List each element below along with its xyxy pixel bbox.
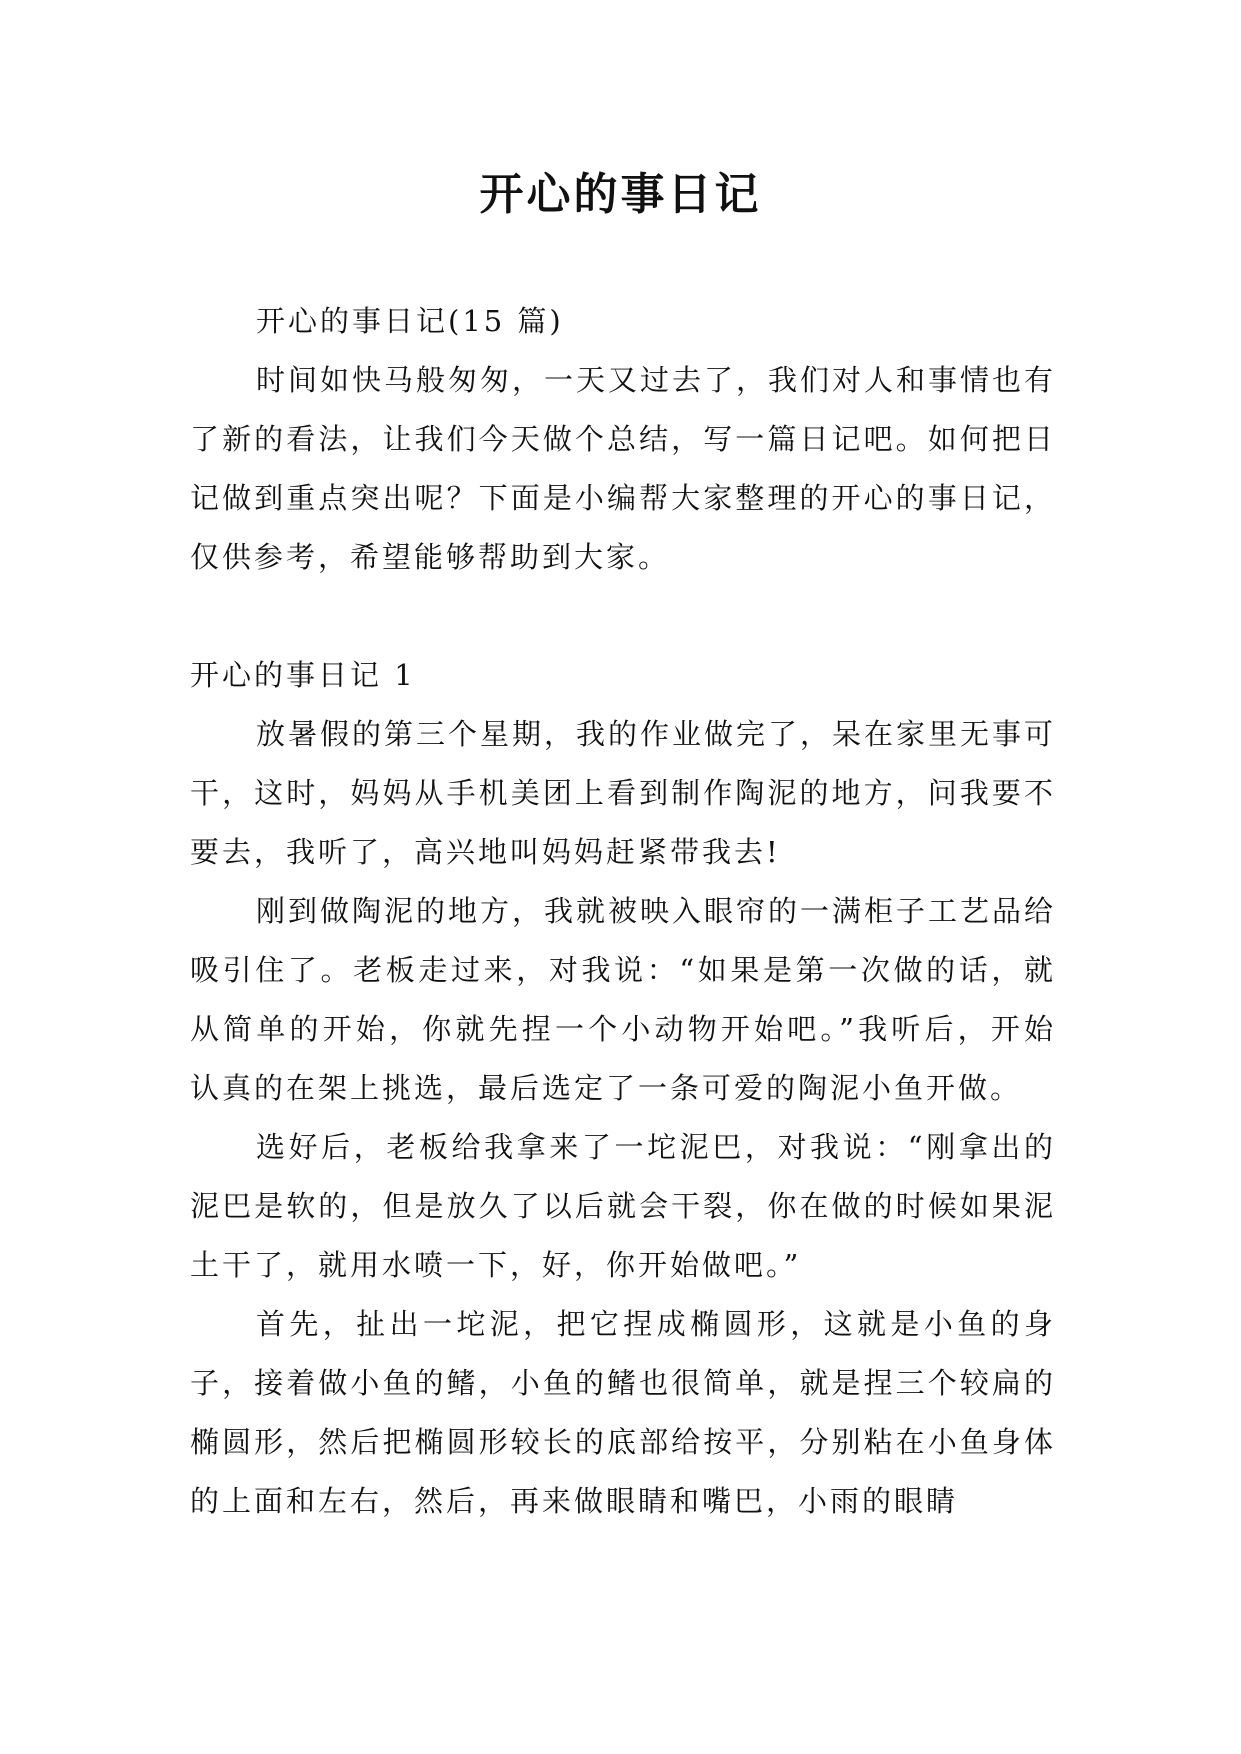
body-paragraph: 首先，扯出一坨泥，把它捏成椭圆形，这就是小鱼的身子，接着做小鱼的鳍，小鱼的鳍也很简单，就是捏三个较扁的椭圆形，然后把椭圆形较长的底部给按平，分别粘在小鱼身体的上面和左右，然后，再来做眼睛和嘴巴，小雨的眼睛 — [190, 1307, 1056, 1518]
body-paragraph: 刚到做陶泥的地方，我就被映入眼帘的一满柜子工艺品给吸引住了。老板走过来，对我说：“如果是第一次做的话，就从简单的开始，你就先捏一个小动物开始吧。”我听后，开始认真的在架上挑选，最后选定了一条可爱的陶泥小鱼开做。 — [190, 894, 1057, 1105]
document-title: 开心的事日记 — [479, 169, 762, 220]
document-body — [190, 292, 1056, 1531]
body-paragraph: 放暑假的第三个星期，我的作业做完了，呆在家里无事可干，这时，妈妈从手机美团上看到制作陶泥的地方，问我要不要去，我听了，高兴地叫妈妈赶紧带我去! — [190, 717, 1057, 869]
section-heading: 开心的事日记 1 — [190, 658, 416, 692]
document-subtitle: 开心的事日记(15 篇) — [256, 304, 564, 338]
body-paragraph: 选好后，老板给我拿来了一坨泥巴，对我说：“刚拿出的泥巴是软的，但是放久了以后就会干裂，你在做的时候如果泥土干了，就用水喷一下，好，你开始做吧。” — [190, 1130, 1056, 1282]
intro-paragraph: 时间如快马般匆匆，一天又过去了，我们对人和事情也有了新的看法，让我们今天做个总结，写一篇日记吧。如何把日记做到重点突出呢？下面是小编帮大家整理的开心的事日记，仅供参考，希望能够帮助到大家。 — [190, 363, 1057, 574]
